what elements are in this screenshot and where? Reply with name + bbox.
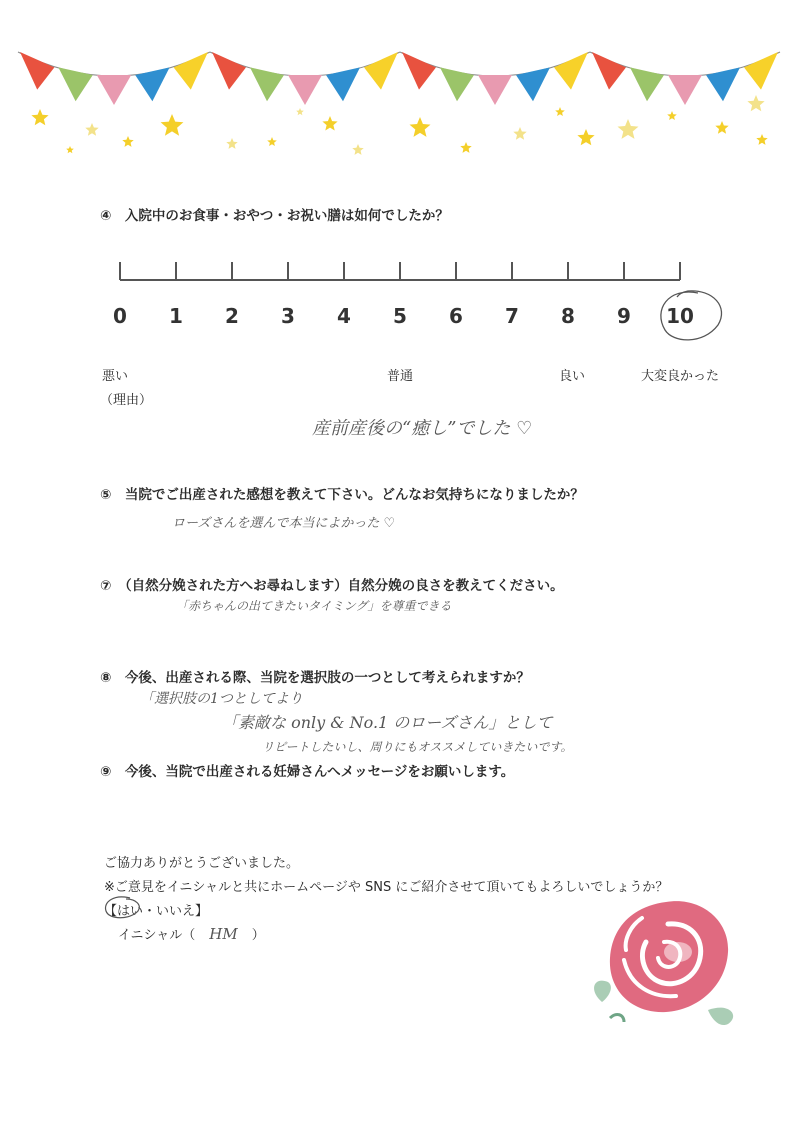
- star-icon: [756, 134, 767, 145]
- bunting-flag: [326, 67, 360, 101]
- thanks-text: ご協力ありがとうございました。: [104, 856, 300, 871]
- rating-scale: [100, 240, 740, 340]
- bunting-flag: [135, 67, 169, 101]
- star-icon: [555, 107, 565, 116]
- bunting-flag: [706, 67, 740, 101]
- bunting-flag: [58, 67, 92, 101]
- scale-number: 1: [169, 304, 183, 328]
- star-icon: [161, 114, 184, 136]
- star-icon: [226, 138, 237, 149]
- star-icon: [296, 108, 304, 115]
- star-icon: [667, 111, 677, 120]
- star-icon: [352, 144, 363, 155]
- rose-icon: [580, 890, 750, 1040]
- label-bad: 悪い: [102, 369, 129, 384]
- bunting-flag: [516, 67, 550, 101]
- star-icon: [747, 95, 764, 111]
- answer-q4: 産前産後の“癒し”でした ♡: [312, 418, 533, 439]
- star-icon: [618, 119, 639, 139]
- scale-number: 4: [337, 304, 351, 328]
- label-good: 良い: [559, 369, 586, 384]
- scale-number: 7: [505, 304, 519, 328]
- bunting-flag: [440, 67, 474, 101]
- star-icon: [267, 137, 277, 146]
- bunting-flag: [478, 75, 512, 105]
- bunting-flag: [554, 52, 588, 90]
- scale-number: 5: [393, 304, 407, 328]
- bunting-flag: [250, 67, 284, 101]
- bunting-flag: [364, 52, 398, 90]
- choice-yes: はい: [117, 904, 144, 919]
- question-4: ④ 入院中のお食事・おやつ・お祝い膳は如何でしたか？: [100, 208, 449, 224]
- question-5: ⑤ 当院でご出産された感想を教えて下さい。どんなお気持ちになりましたか？: [100, 487, 584, 503]
- selected-circle: [643, 285, 733, 355]
- choice-open: 【: [104, 904, 118, 919]
- star-icon: [513, 127, 526, 140]
- question-7: ⑦ （自然分娩された方へお尋ねします）自然分娩の良さを教えてください。: [100, 578, 564, 594]
- bunting-flag: [402, 52, 436, 90]
- bunting-flag: [744, 52, 778, 90]
- answer-q8-line3: リピートしたいし、周りにもオススメしていきたいです。: [262, 740, 573, 754]
- star-icon: [66, 146, 74, 153]
- choice-close: 】: [195, 904, 209, 919]
- bunting-flag: [212, 52, 246, 90]
- scale-number: 0: [113, 304, 127, 328]
- answer-q8-line2: 「素敵な only & No.1 のローズさん」として: [222, 713, 553, 732]
- initial-label: イニシャル（: [118, 928, 196, 943]
- bunting-flag: [97, 75, 131, 105]
- star-icon: [31, 109, 48, 125]
- initial-value: HM: [209, 925, 238, 943]
- initial-row: [118, 924, 265, 943]
- bunting-flag: [20, 52, 54, 90]
- scale-number: 9: [617, 304, 631, 328]
- initial-close: ）: [251, 928, 265, 943]
- answer-q8-line1: 「選択肢の1つとしてより: [140, 691, 303, 707]
- question-9: ⑨ 今後、当院で出産される妊婦さんへメッセージをお願いします。: [100, 764, 515, 780]
- star-icon: [460, 142, 471, 153]
- answer-q7: 「赤ちゃんの出てきたいタイミング」を尊重できる: [176, 599, 452, 613]
- scale-number: 2: [225, 304, 239, 328]
- star-icon: [410, 117, 431, 137]
- scale-number: 10: [666, 304, 694, 328]
- label-very-good: 大変良かった: [641, 369, 720, 384]
- star-icon: [85, 123, 98, 136]
- scale-number: 6: [449, 304, 463, 328]
- bunting-flag: [288, 75, 322, 105]
- answer-q5: ローズさんを選んで本当によかった ♡: [172, 516, 396, 531]
- yes-circle: [100, 894, 144, 922]
- star-icon: [715, 121, 728, 134]
- bunting-flag: [174, 52, 208, 90]
- choice-sep: ・いいえ: [143, 904, 196, 919]
- question-8: ⑧ 今後、出産される際、当院を選択肢の一つとして考えられますか？: [100, 670, 530, 686]
- bunting-flag: [630, 67, 664, 101]
- reason-label: （理由）: [100, 393, 153, 408]
- star-icon: [322, 116, 337, 131]
- bunting-flag: [668, 75, 702, 105]
- bunting-banner: [0, 0, 800, 170]
- scale-number: 3: [281, 304, 295, 328]
- consent-question: ※ご意見をイニシャルと共にホームページや SNS にご紹介させて頂いてもよろしいでしょうか？: [104, 880, 669, 895]
- label-normal: 普通: [387, 369, 414, 384]
- star-icon: [122, 136, 133, 147]
- scale-number: 8: [561, 304, 575, 328]
- star-icon: [577, 129, 594, 145]
- bunting-flag: [592, 52, 626, 90]
